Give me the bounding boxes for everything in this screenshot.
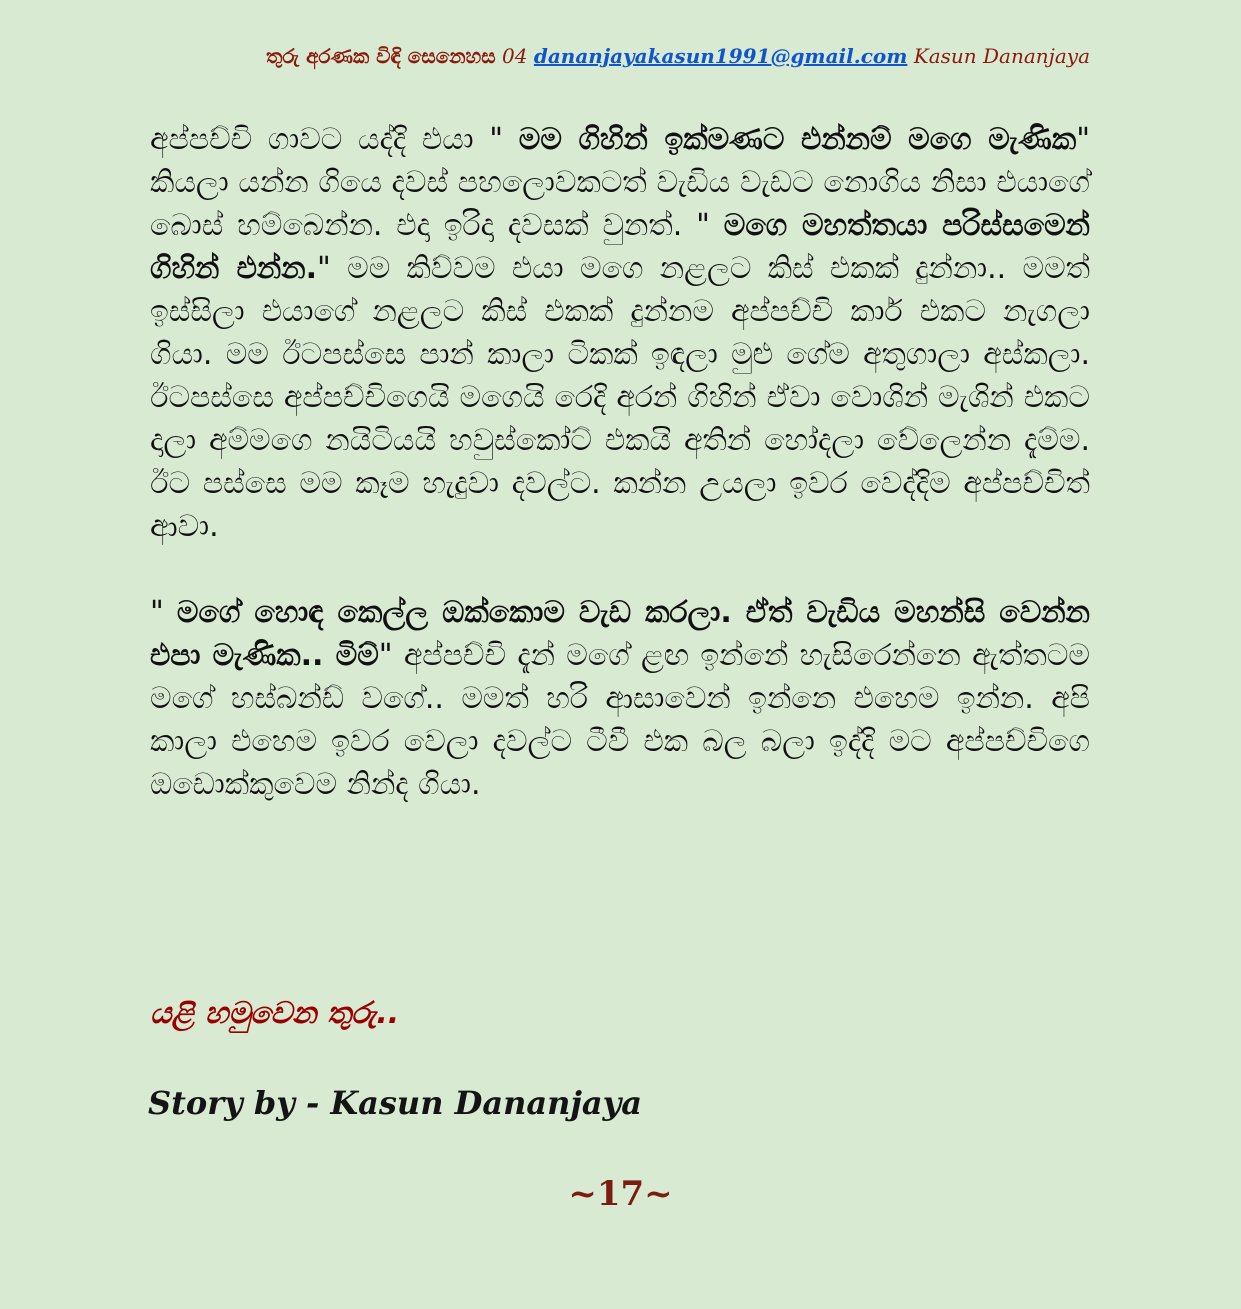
dialogue-bold: මගෙ මහත්තයා පරිස්සමෙන් ගිහින් එන්න.	[150, 208, 1091, 286]
page-number: ~17~	[568, 1174, 673, 1214]
header-author: Kasun Dananjaya	[913, 44, 1090, 68]
paragraph-text: " කියලා යන්න ගියෙ දවස් පහලොවකටත් වැඩිය වැඩට නොගිය නිසා එයාගේ බොස් හම්බෙන්න. එදා ඉරිදා දවසක් වුනත්. "	[150, 122, 1090, 243]
story-byline: Story by - Kasun Dananjaya	[148, 1084, 642, 1122]
paragraph-text: " මම කිව්වම එයා මගෙ නළලට කිස් එකක් දුන්නා.. මමත් ඉස්සිලා එයාගේ නළලට කිස් එකක් දුන්නම අප්පච්චි කාර් එකට නැගලා ගියා. මම ඊටපස්සෙ පාන් කාලා ටිකක් ඉඳලා මුළු ගේම අතුගාලා අස්කලා. ඊටපස්සෙ අප්පච්චිගෙයි මගෙයි රෙදි අරන් ගිහින් ඒවා වොශින් මැශින් එකට දාලා අම්මගෙ නයිටියයි හවුස්කෝට් එකයි අතින් හෝදලා වේලෙන්න දැම්ම. ඊට පස්සෙ මම කෑම හැදුවා දවල්ට. කන්න උයලා ඉවර වෙද්දිම අප්පච්චිත් ආවා.	[150, 251, 1090, 544]
dialogue-bold: මගේ හොඳ කෙල්ල ඔක්කොම වැඩ කරලා. ඒත් වැඩිය මහන්සි වෙන්න එපා මැණික.. මිම්	[150, 595, 1090, 673]
paragraph-text: අප්පච්චි ගාවට යද්දි එයා "	[150, 122, 519, 157]
dialogue-bold: මම ගිහින් ඉක්මණට එන්නම් මගෙ මැණික	[518, 122, 1077, 157]
story-body	[150, 118, 1090, 849]
to-be-continued: යළි හමුවෙන තුරු..	[150, 996, 400, 1031]
series-title: තුරු අරණක විඳි සෙනෙහස	[266, 44, 496, 68]
episode-number: 04	[502, 44, 528, 68]
paragraph-text: "	[150, 595, 177, 630]
author-email-link[interactable]: dananjayakasun1991@gmail.com	[533, 44, 908, 68]
story-paragraph	[150, 591, 1090, 806]
paragraph-text: " අප්පච්චි දැන් මගේ ළඟ ඉන්නේ හැසිරෙන්නෙ ඇත්තටම මගේ හස්බන්ඩ් වගේ.. මමත් හරි ආසාවෙන් ඉන්නෙ එහෙම ඉන්න. අපි කාලා එහෙම ඉවර වෙලා දවල්ට ටීවී එක බල බලා ඉද්දි මට අප්පච්චිගෙ ඔඩොක්කුවෙම නින්ද ගියා.	[150, 638, 1090, 802]
story-paragraph	[150, 118, 1090, 548]
page-header	[0, 44, 1090, 68]
